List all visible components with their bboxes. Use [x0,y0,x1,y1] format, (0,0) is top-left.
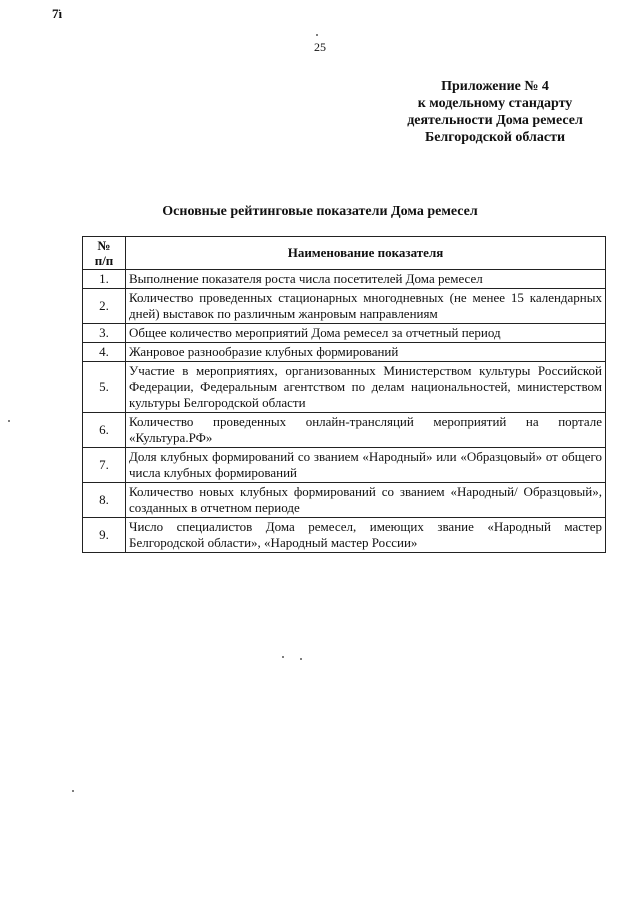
table-row [83,413,606,448]
appendix-line-1: Приложение № 4 [441,79,549,94]
scan-speck [72,790,74,792]
appendix-header [375,78,615,146]
scan-speck [8,420,10,422]
scan-speck [316,34,318,36]
page-number: 25 [314,40,326,54]
table-row [83,270,606,289]
row-number: 4. [83,343,126,362]
table-body [83,270,606,553]
indicator-name: Участие в мероприятиях, организованных Министерством культуры Российской Федерации, Федеральным агентством по делам национальностей, министерством культуры Белгородской области [126,362,606,413]
indicator-name: Число специалистов Дома ремесел, имеющих звание «Народный мастер Белгородской области», «Народный мастер России» [126,518,606,553]
table-row [83,518,606,553]
row-number: 3. [83,324,126,343]
row-number: 6. [83,413,126,448]
table-header-row [83,237,606,270]
column-header-name: Наименование показателя [126,237,606,270]
table-row [83,343,606,362]
row-number: 9. [83,518,126,553]
table-row [83,483,606,518]
appendix-line-2: к модельному стандарту [417,96,573,111]
column-header-number: № п/п [83,237,126,270]
document-title: Основные рейтинговые показатели Дома ремесел [162,204,478,219]
row-number: 8. [83,483,126,518]
appendix-line-4: Белгородской области [424,130,566,145]
scan-corner-mark: 7̈ı [52,6,63,21]
scan-speck [282,656,284,658]
indicator-name: Количество проведенных стационарных многодневных (не менее 15 календарных дней) выставок по различным жанровым направлениям [126,289,606,324]
indicator-name: Доля клубных формирований со званием «Народный» или «Образцовый» от общего числа клубных формирований [126,448,606,483]
indicators-table [82,236,606,553]
table-row [83,324,606,343]
indicator-name: Жанровое разнообразие клубных формирований [126,343,606,362]
scan-speck [300,658,302,660]
table-row [83,362,606,413]
row-number: 5. [83,362,126,413]
indicator-name: Количество новых клубных формирований со званием «Народный/ Образцовый», созданных в отчетном периоде [126,483,606,518]
indicator-name: Количество проведенных онлайн-трансляций мероприятий на портале «Культура.РФ» [126,413,606,448]
row-number: 1. [83,270,126,289]
table-row [83,289,606,324]
indicator-name: Общее количество мероприятий Дома ремесел за отчетный период [126,324,606,343]
row-number: 7. [83,448,126,483]
appendix-line-3: деятельности Дома ремесел [407,113,583,128]
row-number: 2. [83,289,126,324]
indicator-name: Выполнение показателя роста числа посетителей Дома ремесел [126,270,606,289]
table-row [83,448,606,483]
